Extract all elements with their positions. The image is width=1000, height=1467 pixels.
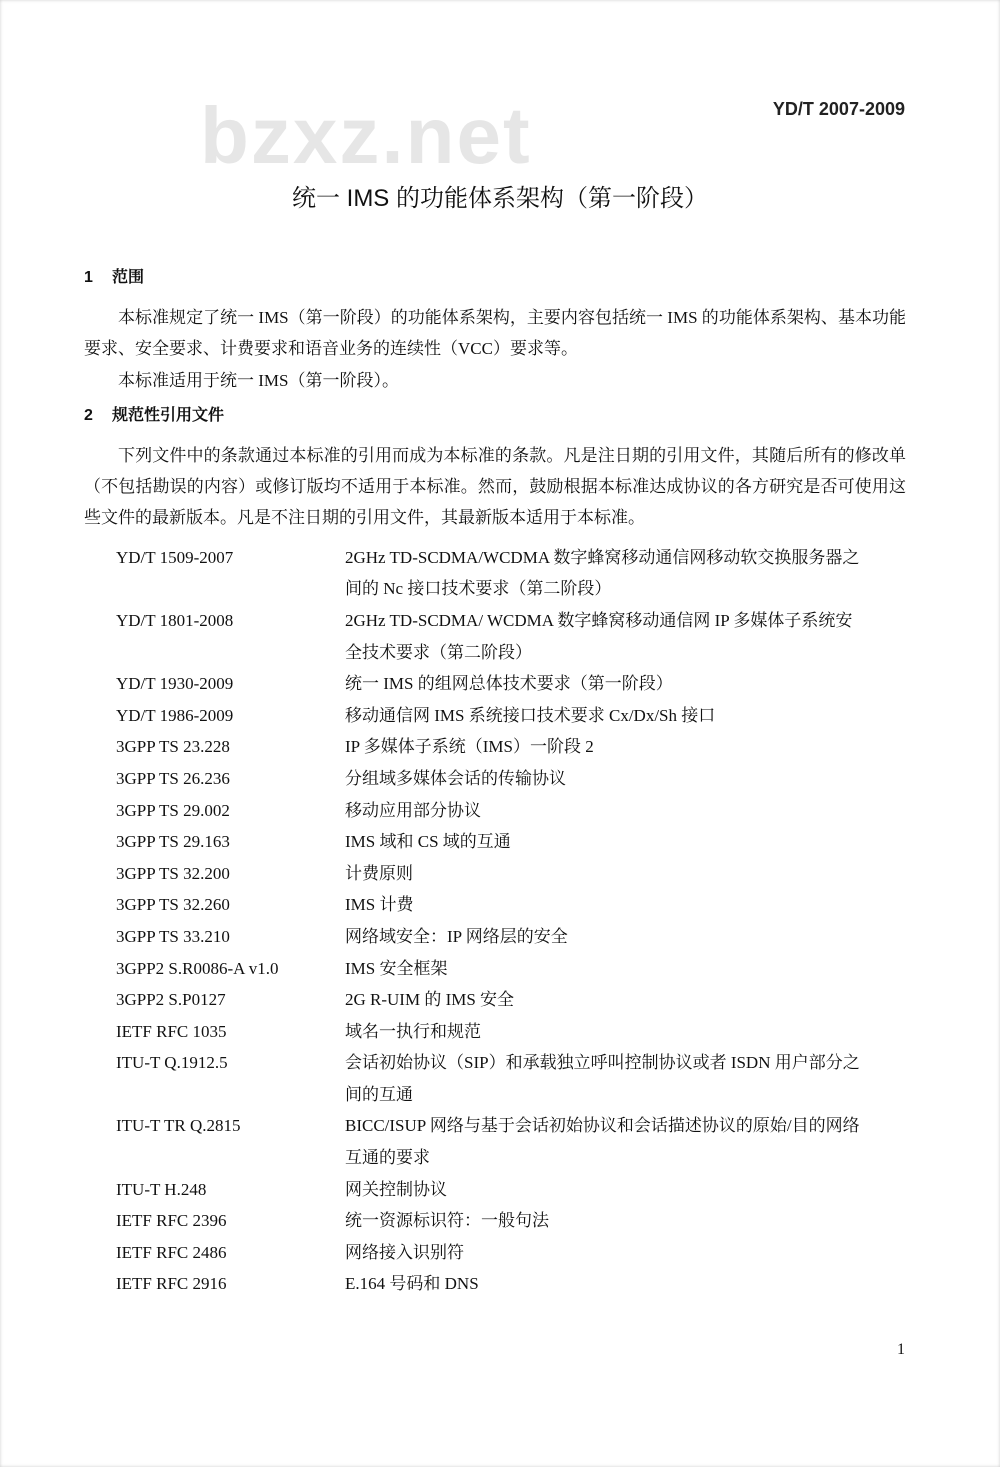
- reference-title-line: 计费原则: [345, 863, 413, 883]
- reference-code: YD/T 1509-2007: [116, 547, 234, 567]
- reference-title: [345, 1237, 906, 1269]
- section-2-heading: [84, 404, 906, 428]
- reference-code: 3GPP TS 29.002: [116, 800, 230, 820]
- section-number: 1: [84, 269, 93, 286]
- reference-title-line: 统一 IMS 的组网总体技术要求（第一阶段）: [345, 674, 673, 694]
- reference-title-line: 全技术要求（第二阶段）: [345, 642, 532, 662]
- section-title: 范围: [112, 269, 145, 286]
- reference-item: [116, 731, 906, 763]
- reference-item: [116, 1110, 906, 1173]
- reference-item: [116, 700, 906, 732]
- reference-title: [345, 763, 906, 795]
- standard-number: YD/T 2007-2009: [772, 99, 905, 119]
- reference-title-line: 网络接入识别符: [345, 1242, 464, 1262]
- reference-title: [345, 1268, 906, 1300]
- watermark: bzxz.net: [200, 91, 532, 180]
- reference-title-line: 域名一执行和规范: [345, 1021, 481, 1041]
- reference-title: [345, 1016, 906, 1048]
- paragraph: 下列文件中的条款通过本标准的引用而成为本标准的条款。凡是注日期的引用文件，其随后所有的修改单（不包括勘误的内容）或修订版均不适用于本标准。然而，鼓励根据本标准达成协议的各方研究是否可使用这些文件的最新版本。凡是不注日期的引用文件，其最新版本适用于本标准。: [84, 445, 906, 528]
- reference-item: [116, 1237, 906, 1269]
- reference-title: [345, 921, 906, 953]
- reference-code: 3GPP TS 32.200: [116, 863, 230, 883]
- reference-title-line: E.164 号码和 DNS: [345, 1274, 479, 1294]
- reference-title-line: 2GHz TD-SCDMA/WCDMA 数字蜂窝移动通信网移动软交换服务器之: [345, 547, 860, 567]
- reference-title: [345, 1205, 906, 1237]
- reference-code: 3GPP2 S.P0127: [116, 990, 226, 1010]
- reference-item: [116, 605, 906, 668]
- reference-title-line: 统一资源标识符：一般句法: [345, 1211, 549, 1231]
- reference-code: 3GPP TS 29.163: [116, 832, 230, 852]
- paragraph: 本标准规定了统一 IMS（第一阶段）的功能体系架构，主要内容包括统一 IMS 的功能体系架构、基本功能要求、安全要求、计费要求和语音业务的连续性（VCC）要求等。: [84, 308, 906, 359]
- reference-title: [345, 731, 906, 763]
- reference-code: IETF RFC 2916: [116, 1274, 227, 1294]
- reference-title-line: 会话初始协议（SIP）和承载独立呼叫控制协议或者 ISDN 用户部分之: [345, 1053, 860, 1073]
- reference-code: YD/T 1801-2008: [116, 610, 234, 630]
- reference-item: [116, 1016, 906, 1048]
- reference-code: IETF RFC 2486: [116, 1242, 227, 1262]
- reference-title-line: 2G R-UIM 的 IMS 安全: [345, 990, 515, 1010]
- section-1-body: [84, 302, 906, 396]
- reference-code: 3GPP2 S.R0086-A v1.0: [116, 958, 279, 978]
- reference-title-line: 网络域安全：IP 网络层的安全: [345, 926, 568, 946]
- reference-code: ITU-T TR Q.2815: [116, 1116, 241, 1136]
- reference-title: [345, 858, 906, 890]
- reference-code: IETF RFC 1035: [116, 1021, 227, 1041]
- reference-item: [116, 858, 906, 890]
- reference-title-line: 移动应用部分协议: [345, 800, 481, 820]
- reference-item: [116, 826, 906, 858]
- reference-title: [345, 700, 906, 732]
- reference-title: [345, 984, 906, 1016]
- reference-title: [345, 795, 906, 827]
- reference-title: [345, 1047, 906, 1110]
- reference-code: 3GPP TS 26.236: [116, 768, 230, 788]
- section-number: 2: [84, 406, 93, 424]
- reference-item: [116, 1205, 906, 1237]
- reference-item: [116, 1268, 906, 1300]
- reference-title: [345, 1174, 906, 1206]
- reference-title: [345, 668, 906, 700]
- reference-title-line: IMS 域和 CS 域的互通: [345, 832, 511, 852]
- reference-item: [116, 1047, 906, 1110]
- reference-code: 3GPP TS 33.210: [116, 926, 230, 946]
- reference-title-line: 间的互通: [345, 1084, 413, 1104]
- document-title: 统一 IMS 的功能体系架构（第一阶段）: [291, 185, 708, 212]
- reference-code: ITU-T H.248: [116, 1179, 207, 1199]
- reference-item: [116, 1174, 906, 1206]
- section-1-heading: [84, 266, 906, 290]
- reference-title-line: 间的 Nc 接口技术要求（第二阶段）: [345, 579, 612, 599]
- reference-item: [116, 668, 906, 700]
- reference-title: [345, 889, 906, 921]
- reference-code: 3GPP TS 23.228: [116, 737, 230, 757]
- reference-item: [116, 542, 906, 605]
- reference-item: [116, 763, 906, 795]
- reference-title-line: 网关控制协议: [345, 1179, 447, 1199]
- reference-title: [345, 605, 906, 668]
- reference-item: [116, 984, 906, 1016]
- reference-title-line: IMS 安全框架: [345, 958, 448, 978]
- reference-title-line: 分组域多媒体会话的传输协议: [345, 768, 566, 788]
- reference-item: [116, 795, 906, 827]
- reference-title-line: IP 多媒体子系统（IMS）一阶段 2: [345, 737, 594, 757]
- reference-title: [345, 542, 906, 605]
- section-2-body: [84, 440, 906, 534]
- reference-code: YD/T 1986-2009: [116, 705, 234, 725]
- reference-title-line: IMS 计费: [345, 895, 414, 915]
- reference-code: IETF RFC 2396: [116, 1211, 227, 1231]
- reference-item: [116, 889, 906, 921]
- reference-title: [345, 1110, 906, 1173]
- reference-title: [345, 953, 906, 985]
- reference-code: 3GPP TS 32.260: [116, 895, 230, 915]
- reference-item: [116, 921, 906, 953]
- reference-code: YD/T 1930-2009: [116, 674, 234, 694]
- section-title: 规范性引用文件: [112, 406, 225, 424]
- reference-title-line: 2GHz TD-SCDMA/ WCDMA 数字蜂窝移动通信网 IP 多媒体子系统安: [345, 610, 853, 630]
- reference-code: ITU-T Q.1912.5: [116, 1053, 228, 1073]
- reference-list: [116, 542, 906, 1300]
- paragraph: 本标准适用于统一 IMS（第一阶段）。: [118, 370, 399, 390]
- document-body: [84, 266, 906, 1300]
- reference-title-line: 互通的要求: [345, 1148, 430, 1168]
- reference-title-line: 移动通信网 IMS 系统接口技术要求 Cx/Dx/Sh 接口: [345, 705, 716, 725]
- reference-item: [116, 953, 906, 985]
- reference-title: [345, 826, 906, 858]
- page-number: 1: [897, 1341, 905, 1358]
- reference-title-line: BICC/ISUP 网络与基于会话初始协议和会话描述协议的原始/目的网络: [345, 1116, 860, 1136]
